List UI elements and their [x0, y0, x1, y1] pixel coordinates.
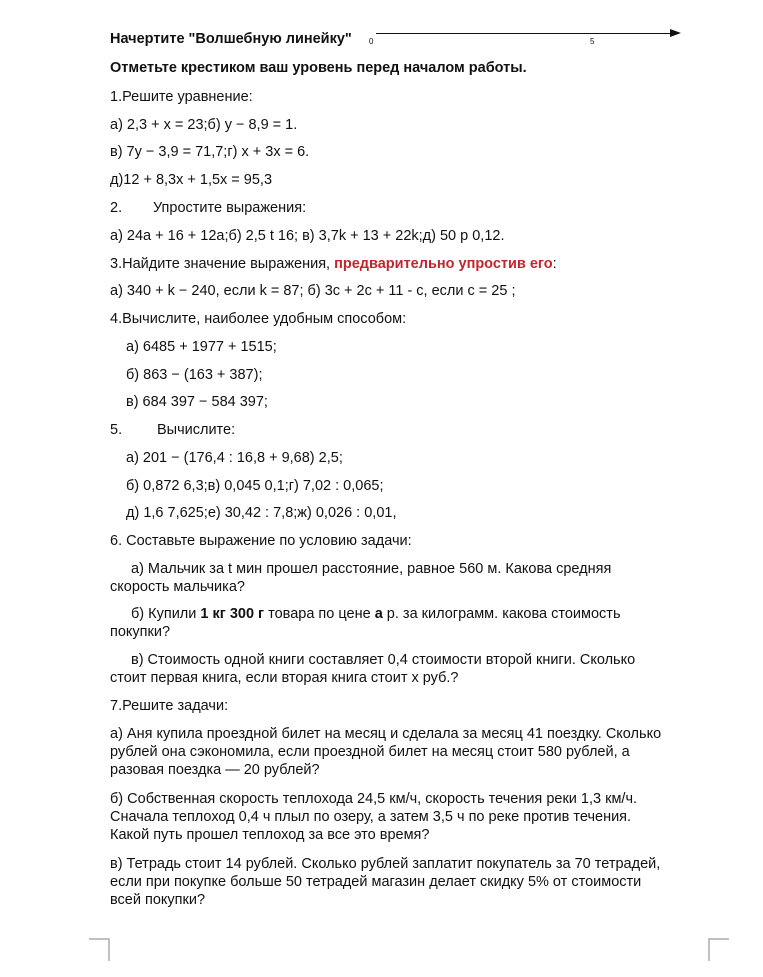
- task2-title: Упростите выражения:: [153, 200, 307, 216]
- ruler-arrow-icon: [670, 29, 681, 37]
- task4-line-2: б) 863 − (163 + 387);: [126, 367, 263, 383]
- task4-title: 4.Вычислите, наиболее удобным способом:: [110, 311, 407, 327]
- task6-b-post: р. за килограмм. какова стоимость: [382, 606, 621, 622]
- task5-line-3: д) 1,6 7,625;е) 30,42 : 7,8;ж) 0,026 : 0,01,: [126, 505, 397, 521]
- task7-a-line-1: а) Аня купила проездной билет на месяц и сделала за месяц 41 поездку. Сколько: [110, 726, 662, 742]
- task1-line-2: в) 7у − 3,9 = 71,7;г) х + 3х = 6.: [110, 144, 310, 160]
- ruler-title: Начертите "Волшебную линейку": [110, 31, 352, 47]
- task7-a-line-2: рублей она сэкономила, если проездной билет на месяц стоит 580 рублей, а: [110, 744, 630, 760]
- task6-c-line-1: в) Стоимость одной книги составляет 0,4 стоимости второй книги. Сколько: [131, 652, 636, 668]
- task7-title: 7.Решите задачи:: [110, 698, 229, 714]
- task1-line-1: а) 2,3 + х = 23;б) у − 8,9 = 1.: [110, 117, 298, 133]
- level-instruction: Отметьте крестиком ваш уровень перед началом работы.: [110, 60, 527, 76]
- task3-title-end: :: [552, 256, 557, 272]
- task5-line-2: б) 0,872 6,3;в) 0,045 0,1;г) 7,02 : 0,065;: [126, 478, 384, 494]
- task5-number: 5.: [110, 422, 123, 438]
- task3-line: а) 340 + k − 240, если k = 87; б) 3с + 2с + 11 - с, если с = 25 ;: [110, 283, 516, 299]
- magic-ruler-line: [376, 33, 672, 34]
- task4-line-3: в) 684 397 − 584 397;: [126, 394, 268, 410]
- task1-line-3: д)12 + 8,3х + 1,5х = 95,3: [110, 172, 273, 188]
- task3-title: [110, 255, 557, 273]
- task7-a-line-3: разовая поездка — 20 рублей?: [110, 762, 320, 778]
- task6-b-weight: 1 кг 300 г: [200, 606, 265, 622]
- task6-c-line-2: стоит первая книга, если вторая книга стоит х руб.?: [110, 670, 459, 686]
- task6-b-price-var: а: [374, 606, 383, 622]
- task6-b-line-2: покупки?: [110, 624, 171, 640]
- task5-line-1: а) 201 − (176,4 : 16,8 + 9,68) 2,5;: [126, 450, 343, 466]
- task7-b-line-3: Какой путь прошел теплоход за все это время?: [110, 827, 430, 843]
- task2-number: 2.: [110, 200, 123, 216]
- task7-c-line-1: в) Тетрадь стоит 14 рублей. Сколько рублей заплатит покупатель за 70 тетрадей,: [110, 856, 661, 872]
- task7-b-line-2: Сначала теплоход 0,4 ч плыл по озеру, а затем 3,5 ч по реке против течения.: [110, 809, 632, 825]
- task6-b-mid: товара по цене: [264, 606, 375, 622]
- task6-title: 6. Составьте выражение по условию задачи:: [110, 533, 412, 549]
- task6-a-line-2: скорость мальчика?: [110, 579, 245, 595]
- page-corner-right-icon: [703, 935, 733, 965]
- task7-c-line-3: всей покупки?: [110, 892, 206, 908]
- ruler-five-label: 5: [590, 37, 595, 46]
- task2-line: а) 24а + 16 + 12а;б) 2,5 t 16; в) 3,7k + 13 + 22k;д) 50 р 0,12.: [110, 228, 505, 244]
- task6-a-line-1: а) Мальчик за t мин прошел расстояние, равное 560 м. Какова средняя: [131, 561, 612, 577]
- task3-title-start: 3.Найдите значение выражения,: [110, 256, 335, 272]
- task5-title: Вычислите:: [157, 422, 236, 438]
- task6-b-pre: б) Купили: [131, 606, 201, 622]
- task7-b-line-1: б) Собственная скорость теплохода 24,5 км/ч, скорость течения реки 1,3 км/ч.: [110, 791, 638, 807]
- ruler-zero-label: 0: [369, 37, 374, 46]
- task1-title: 1.Решите уравнение:: [110, 89, 253, 105]
- page-corner-left-icon: [85, 935, 115, 965]
- task3-title-highlight: предварительно упростив его: [334, 256, 553, 272]
- task7-c-line-2: если при покупке больше 50 тетрадей магазин делает скидку 5% от стоимости: [110, 874, 642, 890]
- task6-b-line-1: [131, 605, 621, 623]
- task4-line-1: а) 6485 + 1977 + 1515;: [126, 339, 277, 355]
